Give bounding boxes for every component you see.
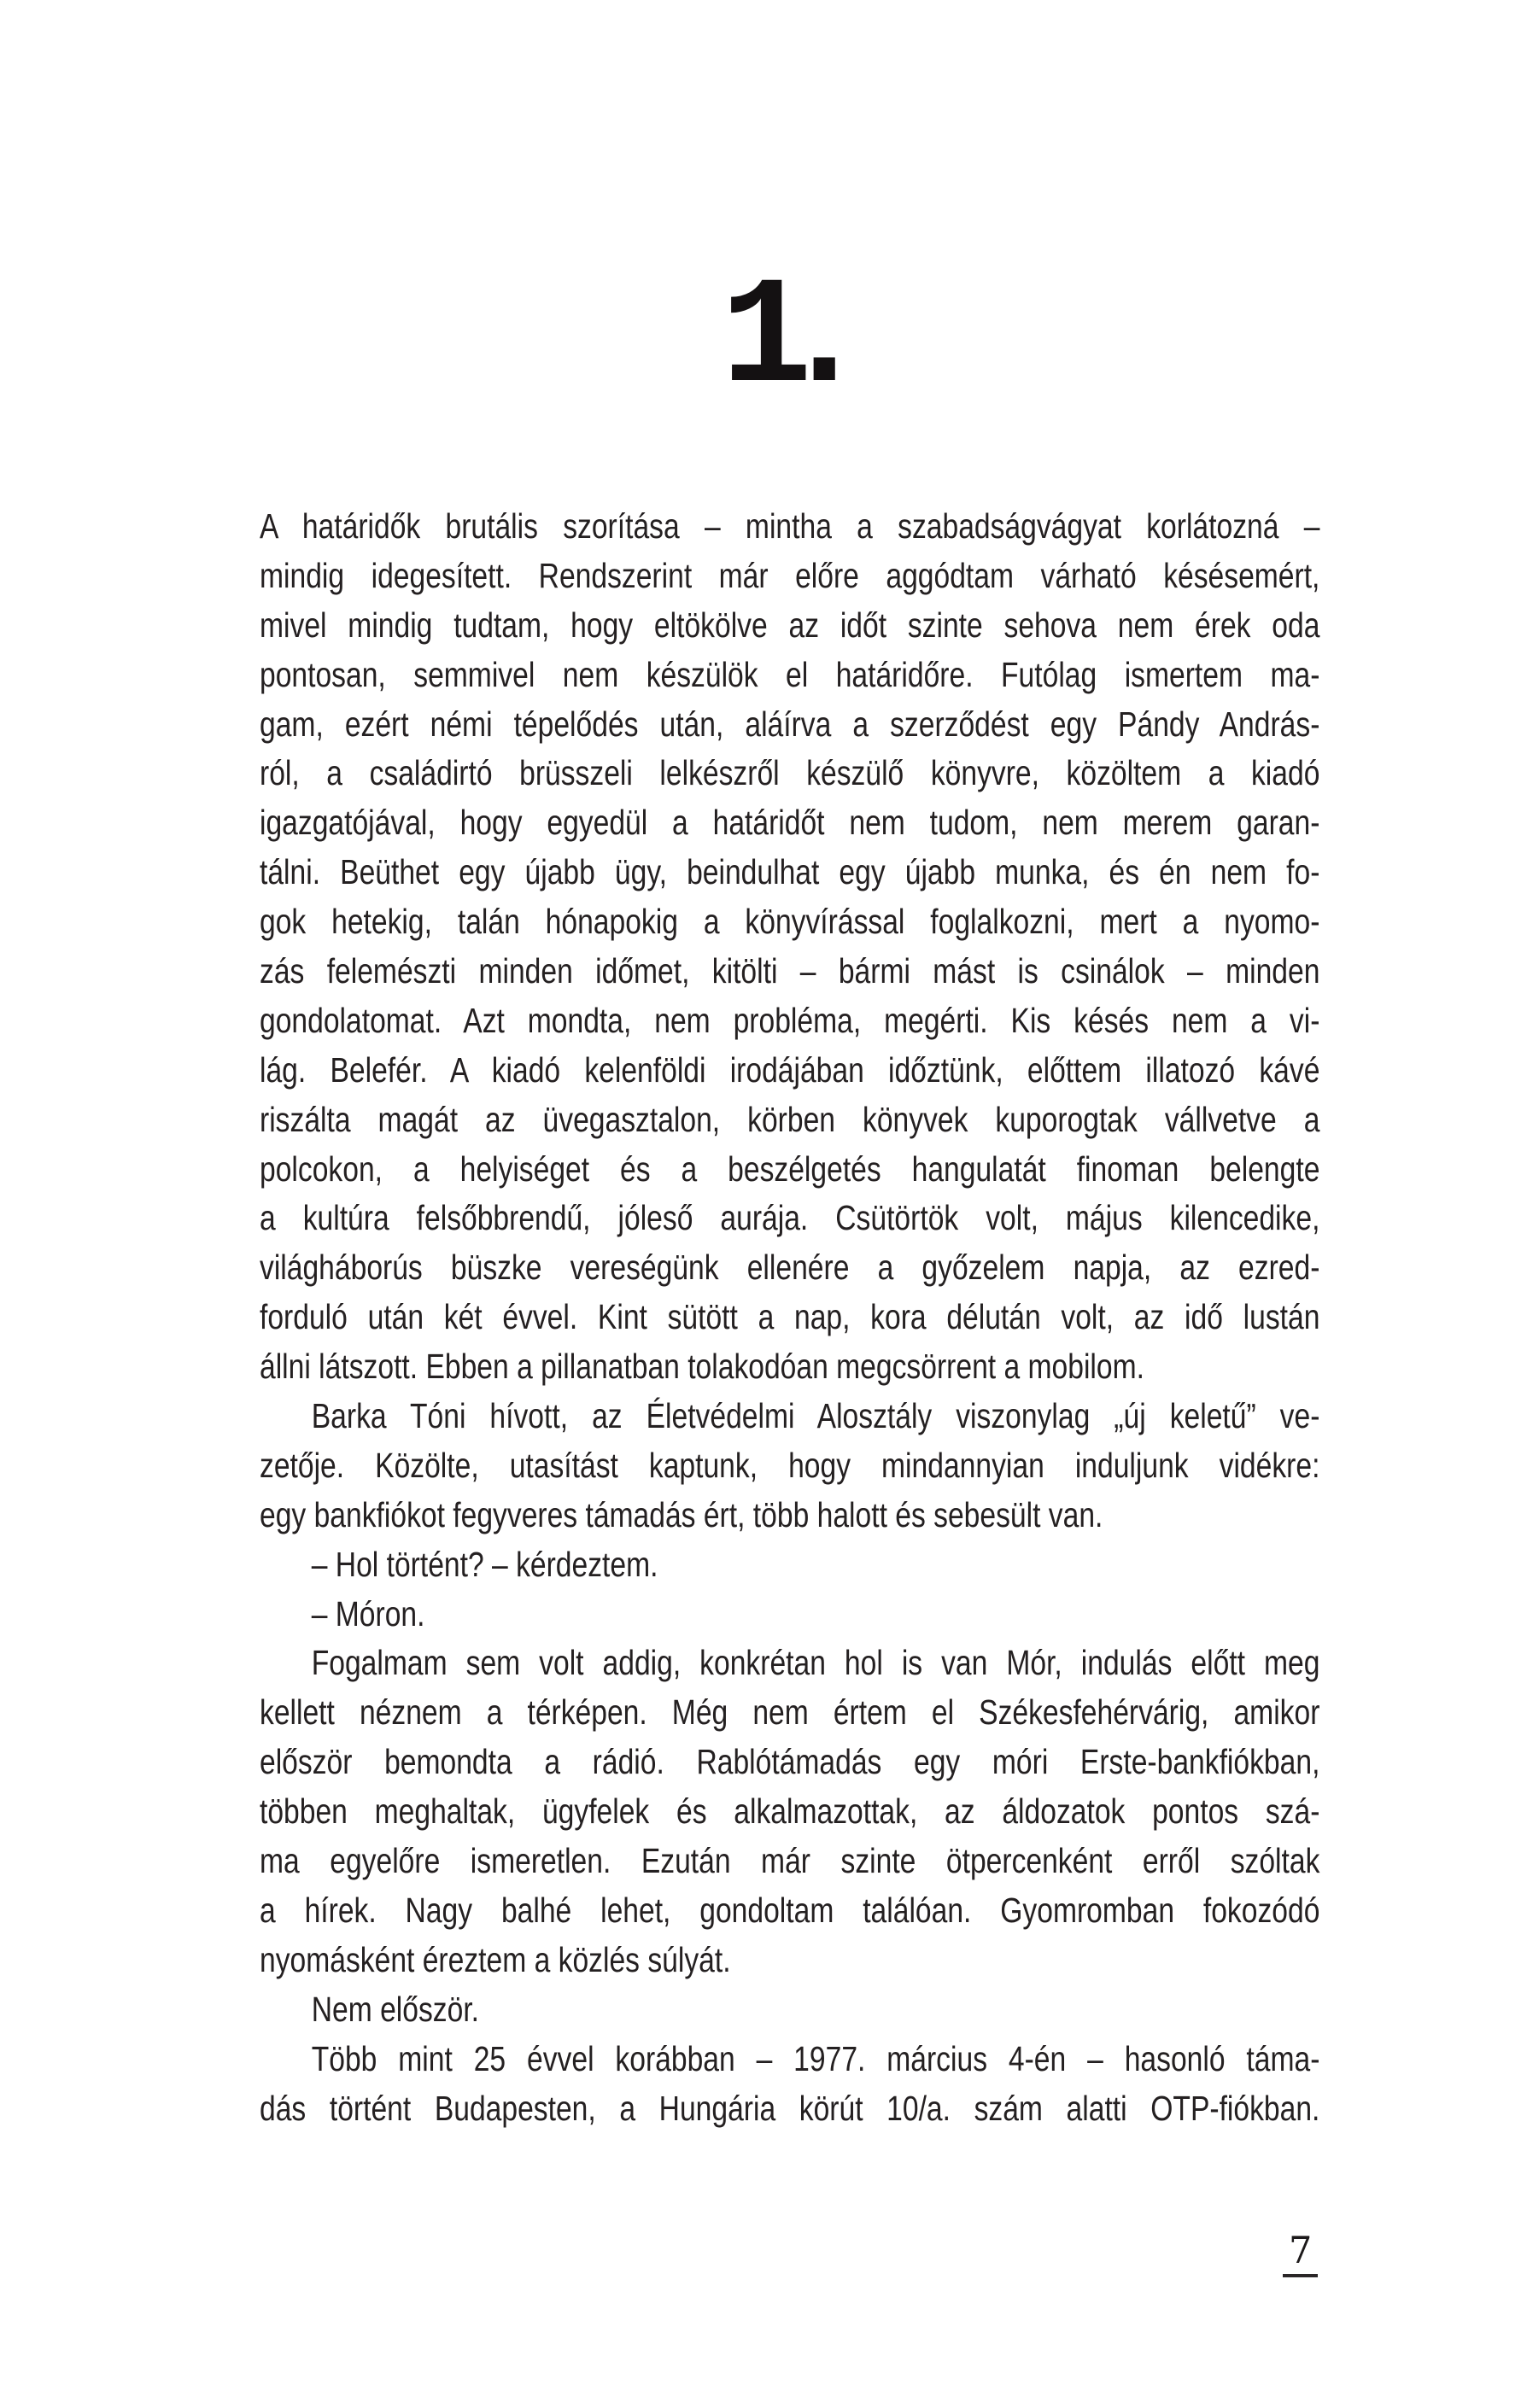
chapter-number: 1. (721, 254, 837, 426)
text-line: gok hetekig, talán hónapokig a könyvírással foglalkozni, mert a nyomo- (260, 902, 1320, 942)
text-line: ma egyelőre ismeretlen. Ezután már szinte ötpercenként erről szóltak (260, 1841, 1320, 1881)
text-line: forduló után két évvel. Kint sütött a nap, kora délután volt, az idő lustán (260, 1297, 1320, 1337)
text-line: pontosan, semmivel nem készülök el határidőre. Futólag ismertem ma- (260, 654, 1320, 694)
text-line: dás történt Budapesten, a Hungária körút 10/a. szám alatti OTP-fiókban. (260, 2088, 1320, 2128)
text-line: állni látszott. Ebben a pillanatban tolakodóan megcsörrent a mobilom. (260, 1347, 1144, 1387)
page-number: 7 (1283, 2230, 1318, 2277)
text-line: többen meghaltak, ügyfelek és alkalmazottak, az áldozatok pontos szá- (260, 1791, 1320, 1832)
text-line: tálni. Beüthet egy újabb ügy, beindulhat egy újabb munka, és én nem fo- (260, 852, 1320, 892)
text-line: A határidők brutális szorítása – mintha a szabadságvágyat korlátozná – (260, 506, 1320, 546)
text-line: – Móron. (311, 1593, 425, 1634)
text-line: zetője. Közölte, utasítást kaptunk, hogy mindannyian induljunk vidékre: (260, 1445, 1320, 1485)
text-block (260, 502, 1319, 2133)
text-line: világháborús büszke vereségünk ellenére a győzelem napja, az ezred- (260, 1248, 1320, 1288)
text-line: egy bankfiókot fegyveres támadás ért, több halott és sebesült van. (260, 1494, 1103, 1534)
text-line: Barka Tóni hívott, az Életvédelmi Alosztály viszonylag „új keletű” ve- (311, 1396, 1320, 1436)
text-line: Nem először. (311, 1989, 480, 2029)
text-line: mivel mindig tudtam, hogy eltökölve az időt szinte sehova nem érek oda (260, 605, 1320, 645)
text-line: gondolatomat. Azt mondta, nem probléma, megérti. Kis késés nem a vi- (260, 1000, 1320, 1040)
text-line: ról, a családirtó brüsszeli lelkészről készülő könyvre, közöltem a kiadó (260, 753, 1320, 793)
text-line: zás felemészti minden időmet, kitölti – bármi mást is csinálok – minden (260, 951, 1320, 991)
text-line: polcokon, a helyiséget és a beszélgetés hangulatát finoman belengte (260, 1148, 1320, 1189)
text-line: mindig idegesített. Rendszerint már előre aggódtam várható késésemért, (260, 555, 1320, 595)
text-line: riszálta magát az üvegasztalon, körben könyvek kuporogtak vállvetve a (260, 1099, 1320, 1139)
text-line: a kultúra felsőbbrendű, jóleső aurája. Csütörtök volt, május kilencedike, (260, 1198, 1320, 1238)
text-line: Fogalmam sem volt addig, konkrétan hol is van Mór, indulás előtt meg (311, 1643, 1320, 1683)
text-line: lág. Belefér. A kiadó kelenföldi irodájában időztünk, előttem illatozó kávé (260, 1049, 1320, 1090)
text-line: kellett néznem a térképen. Még nem értem el Székesfehérvárig, amikor (260, 1692, 1320, 1733)
text-line: nyomásként éreztem a közlés súlyát. (260, 1939, 731, 1979)
text-line: Több mint 25 évvel korábban – 1977. március 4-én – hasonló táma- (311, 2038, 1320, 2078)
text-line: igazgatójával, hogy egyedül a határidőt nem tudom, nem merem garan- (260, 803, 1320, 843)
text-line: – Hol történt? – kérdeztem. (311, 1544, 658, 1584)
text-line: először bemondta a rádió. Rablótámadás egy móri Erste-bankfiókban, (260, 1742, 1320, 1782)
text-line: gam, ezért némi tépelődés után, aláírva a szerződést egy Pándy András- (260, 704, 1320, 744)
text-line: a hírek. Nagy balhé lehet, gondoltam találóan. Gyomromban fokozódó (260, 1890, 1320, 1930)
